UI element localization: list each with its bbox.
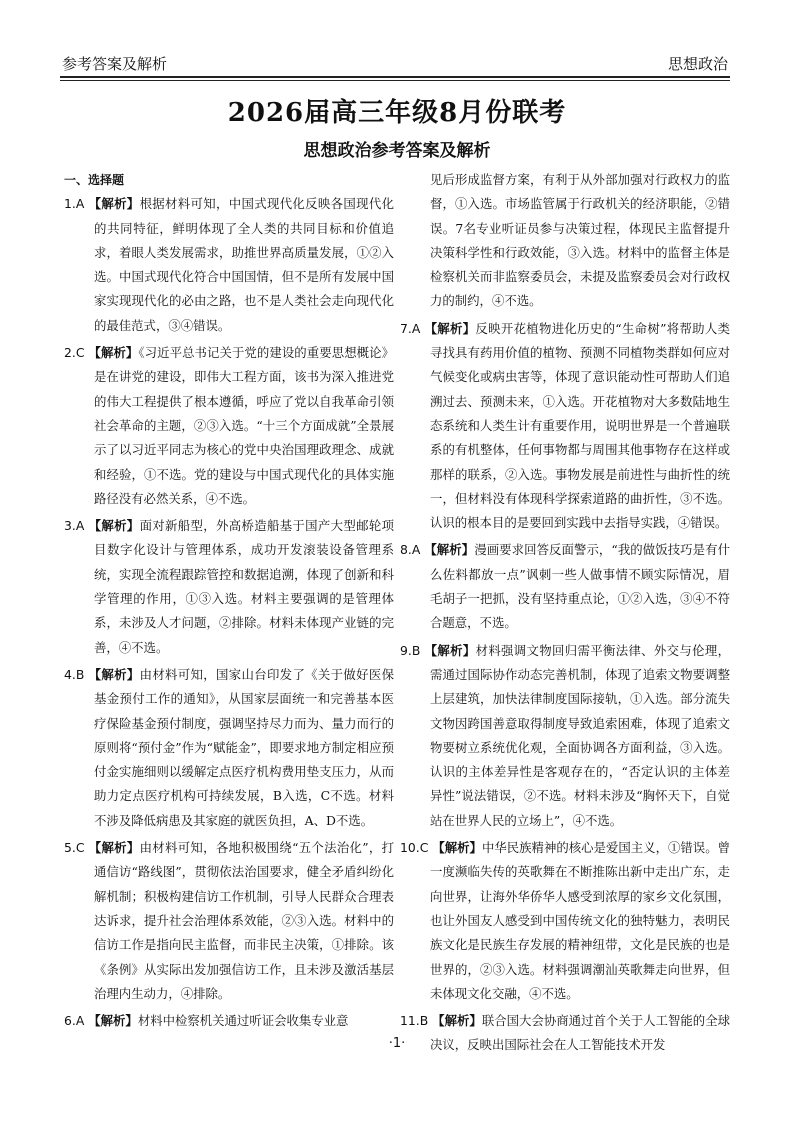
analysis-text: 根据材料可知，中国式现代化反映各国现代化的共同特征，鲜明体现了全人类的共同目标和价值追求，着眼人类发展需求，助推世界高质量发展，①②入选。中国式现代化符合中国国情，但不是所有发展中国家实现现代化的必由之路，也不是人类社会走向现代化的最佳范式，③④错误。 <box>94 196 395 333</box>
analysis-tag: 【解析】 <box>432 1013 482 1029</box>
analysis-text: 材料中检察机关通过听证会收集专业意 <box>137 1013 349 1029</box>
question-number: 4.B <box>64 666 89 682</box>
header-subject: 思想政治 <box>667 55 728 73</box>
header-rule-thin <box>60 80 730 81</box>
answer-item <box>64 514 394 660</box>
answer-item <box>64 192 394 338</box>
analysis-text: 由材料可知，各地积极围绕“五个法治化”，打通信访“路线图”，贯彻依法治国要求，健全矛盾纠纷化解机制；积极构建信访工作机制，引导人民群众合理表达诉求，提升社会治理体系效能，②③入选。材料中的信访工作是指向民主监督，而非民主决策，①排除。该《条例》从实际出发加强信访工作，且未涉及激活基层治理内生动力，④排除。 <box>94 840 395 1001</box>
answer-item <box>64 1009 394 1033</box>
answer-item <box>400 538 730 635</box>
answer-item <box>400 317 730 536</box>
exam-title: 2026届高三年级8月份联考 <box>227 98 567 128</box>
question-number: 8.A <box>400 542 425 558</box>
analysis-tag: 【解析】 <box>432 840 482 856</box>
analysis-tag: 【解析】 <box>88 518 140 534</box>
question-number: 7.A <box>400 320 425 336</box>
question-number: 10.C <box>400 840 433 856</box>
question-number: 2.C <box>64 345 89 361</box>
question-number: 11.B <box>400 1013 433 1029</box>
question-number: 6.A <box>64 1013 89 1029</box>
answer-item <box>400 639 730 833</box>
answer-item <box>400 168 730 314</box>
answer-item <box>64 663 394 833</box>
answer-item <box>400 836 730 1006</box>
section-heading: 一、选择题 <box>64 173 125 187</box>
question-number: 9.B <box>400 642 425 658</box>
answer-item <box>64 836 394 1006</box>
analysis-tag: 【解析】 <box>88 840 140 856</box>
analysis-tag: 【解析】 <box>424 642 476 658</box>
analysis-text: 面对新船型，外高桥造船基于国产大型邮轮项目数字化设计与管理体系，成功开发滚装设备管理系统，实现全流程跟踪管控和数据追溯，体现了创新和科学管理的作用，①③入选。材料主要强调的是管理体系，未涉及人才问题，②排除。材料未体现产业链的完善，④不选。 <box>94 518 395 655</box>
answer-list-right <box>400 168 730 1058</box>
analysis-tag: 【解析】 <box>88 345 139 361</box>
analysis-text: 漫画要求回答反面警示，“我的做饭技巧是有什么佐料都放一点”讽刺一些人做事情不顾实际情况，眉毛胡子一把抓，没有坚持重点论，①②入选，③④不符合题意，不选。 <box>430 542 730 631</box>
analysis-tag: 【解析】 <box>88 666 140 682</box>
analysis-tag: 【解析】 <box>88 1013 138 1029</box>
analysis-tag: 【解析】 <box>424 542 475 558</box>
question-number: 3.A <box>64 518 89 534</box>
analysis-tag: 【解析】 <box>88 196 140 212</box>
question-number: 1.A <box>64 196 89 212</box>
right-column <box>400 168 730 1061</box>
analysis-text: 由材料可知，国家山台印发了《关于做好医保基金预付工作的通知》，从国家层面统一和完善基本医疗保险基金预付制度，强调坚持尽力而为、量力而行的原则将“预付金”作为“赋能金”，即要求地方制定相应预付金实施细则以缓解定点医疗机构费用垫支压力，从而助力定点医疗机构可持续发展，B入选，C不选。材料不涉及降低病患及其家庭的就医负担，A、D不选。 <box>94 666 395 828</box>
answer-item <box>64 341 394 511</box>
exam-subtitle: 思想政治参考答案及解析 <box>303 141 491 161</box>
analysis-text: 反映开花植物进化历史的“生命树”将帮助人类寻找具有药用价值的植物、预测不同植物类群如何应对气候变化或病虫害等，体现了意识能动性可帮助人们追溯过去、预测未来，①入选。开花植物对大多数陆地生态系统和人类生计有重要作用，说明世界是一个普遍联系的有机整体，任何事物都与周围其他事物存在这样或那样的联系，②入选。事物发展是前进性与曲折性的统一，但材料没有体现科学探索道路的曲折性，③不选。认识的根本目的是要回到实践中去指导实践，④错误。 <box>430 320 730 531</box>
analysis-text: 《习近平总书记关于党的建设的重要思想概论》是在讲党的建设，即伟大工程方面，该书为深入推进党的伟大工程提供了根本遵循，呼应了党以自我革命引领社会革命的主题，②③入选。“十三个方面成就”全景展示了以习近平同志为核心的党中央治国理政理念、成就和经验，①不选。党的建设与中国式现代化的具体实施路径没有必然关系，④不选。 <box>94 345 394 506</box>
analysis-text: 见后形成监督方案，有利于从外部加强对行政权力的监督，①入选。市场监管属于行政机关的经济职能，②错误。7名专业听证员参与决策过程，体现民主监督提升决策科学性和行政效能，③入选。材料中的监督主体是检察机关而非监察委员会，未提及监察委员会对行政权力的制约，④不选。 <box>430 172 730 309</box>
page-number: ·1· <box>388 1036 406 1051</box>
analysis-text: 联合国大会协商通过首个关于人工智能的全球决议，反映出国际社会在人工智能技术开发 <box>430 1013 730 1053</box>
left-column <box>64 168 394 1036</box>
page-header <box>62 50 728 74</box>
answer-list-left <box>64 192 394 1033</box>
header-rule <box>60 76 730 78</box>
analysis-text: 材料强调文物回归需平衡法律、外交与伦理，需通过国际协作动态完善机制，体现了追索文物要调整上层建筑，加快法律制度国际接轨，①入选。部分流失文物因跨国善意取得制度导致追索困难，体现了追索文物要树立系统优化观，全面协调各方面利益，③入选。认识的主体差异性是客观存在的，“否定认识的主体差异性”说法错误，②不选。材料未涉及“胸怀天下，自觉站在世界人民的立场上”，④不选。 <box>430 642 731 828</box>
analysis-tag: 【解析】 <box>424 320 476 336</box>
question-number: 5.C <box>64 840 89 856</box>
analysis-text: 中华民族精神的核心是爱国主义，①错误。曾一度濒临失传的英歌舞在不断推陈出新中走出广东，走向世界，让海外华侨华人感受到浓厚的家乡文化氛围，也让外国友人感受到中国传统文化的独特魅力，表明民族文化是民族生存发展的精神纽带，文化是民族的也是世界的，②③入选。材料强调潮汕英歌舞走向世界，但未体现文化交融，④不选。 <box>430 840 731 1001</box>
header-left-title: 参考答案及解析 <box>62 55 168 73</box>
